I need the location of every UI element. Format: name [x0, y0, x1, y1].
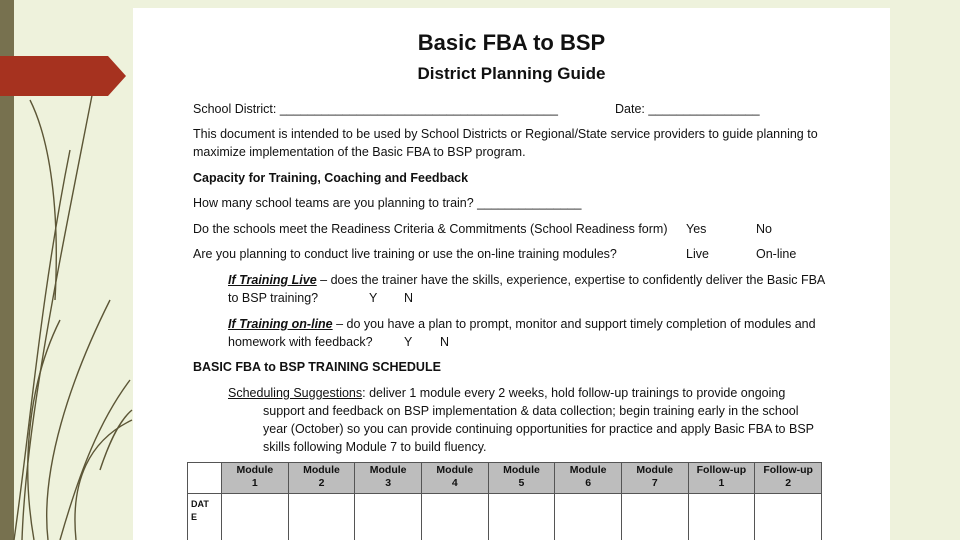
school-district-field[interactable]: School District: ________________________________________ — [193, 102, 558, 116]
training-live-text: – does the trainer have the skills, experience, expertise to confidently deliver the Basic FBA — [316, 273, 826, 287]
header-module-1 — [222, 463, 289, 494]
header-number: 4 — [451, 477, 458, 489]
scheduling-suggestions-label: Scheduling Suggestions — [228, 386, 363, 400]
date-label-line-1: DAT — [191, 499, 209, 509]
table-corner-cell — [188, 463, 222, 494]
date-cell-module-2[interactable] — [288, 494, 355, 540]
header-label: Follow-up — [763, 464, 813, 476]
intro-text-line-1: This document is intended to be used by School Districts or Regional/State service providers to guide planning to — [193, 127, 818, 141]
question-school-teams: How many school teams are you planning to train? _______________ — [193, 196, 582, 210]
training-live-line-1 — [228, 271, 825, 289]
header-follow-up-2 — [755, 463, 822, 494]
training-online-label: If Training on-line — [228, 317, 333, 331]
date-cell-module-6[interactable] — [555, 494, 622, 540]
scheduling-suggestions-line-4: skills following Module 7 to build fluency. — [263, 440, 487, 454]
header-module-6 — [555, 463, 622, 494]
mode-online-option[interactable]: On-line — [756, 247, 797, 261]
decorative-swirl-lines — [14, 80, 132, 540]
header-number: 2 — [785, 477, 792, 489]
date-cell-follow-up-1[interactable] — [688, 494, 755, 540]
header-follow-up-1 — [688, 463, 755, 494]
header-number: 1 — [251, 477, 258, 489]
table-header-row — [188, 463, 822, 494]
table-row-date — [188, 494, 822, 540]
online-y-option[interactable]: Y — [404, 335, 413, 349]
question-training-mode: Are you planning to conduct live training or use the on-line training modules? — [193, 247, 617, 261]
date-field[interactable]: Date: ________________ — [615, 102, 760, 116]
header-number: 2 — [318, 477, 325, 489]
date-label-line-2: E — [191, 512, 198, 522]
readiness-yes-option[interactable]: Yes — [686, 222, 707, 236]
header-label: Follow-up — [696, 464, 747, 476]
question-readiness: Do the schools meet the Readiness Criteria & Commitments (School Readiness form) — [193, 222, 668, 236]
date-row-label — [188, 494, 222, 540]
readiness-no-option[interactable]: No — [756, 222, 772, 236]
training-schedule-table — [187, 462, 822, 540]
live-n-option[interactable]: N — [404, 291, 414, 305]
header-label: Module — [503, 464, 540, 476]
date-cell-module-1[interactable] — [222, 494, 289, 540]
header-label: Module — [569, 464, 607, 476]
scheduling-suggestions-line-3: year (October) so you can provide continuing opportunities for practice and apply Basic FBA to BSP — [263, 422, 814, 436]
capacity-heading: Capacity for Training, Coaching and Feedback — [193, 171, 469, 185]
date-cell-module-5[interactable] — [488, 494, 555, 540]
header-module-3 — [355, 463, 422, 494]
header-module-2 — [288, 463, 355, 494]
header-label: Module — [636, 464, 674, 476]
arrow-tab — [0, 56, 126, 96]
header-label: Module — [303, 464, 340, 476]
document-page — [133, 8, 890, 540]
decorative-background — [0, 0, 140, 540]
header-number: 3 — [385, 477, 392, 489]
scheduling-suggestions-line-2: support and feedback on BSP implementation & data collection; begin training early in the school — [263, 404, 799, 418]
date-cell-follow-up-2[interactable] — [755, 494, 822, 540]
date-cell-module-7[interactable] — [621, 494, 688, 540]
header-number: 6 — [585, 477, 592, 489]
schedule-heading: BASIC FBA to BSP TRAINING SCHEDULE — [193, 360, 441, 374]
header-label: Module — [236, 464, 274, 476]
scheduling-suggestions-text: : deliver 1 module every 2 weeks, hold follow-up trainings to provide ongoing — [362, 386, 786, 400]
header-number: 5 — [518, 477, 525, 489]
header-module-5 — [488, 463, 555, 494]
header-number: 1 — [718, 477, 725, 489]
online-n-option[interactable]: N — [440, 335, 450, 349]
training-online-text: – do you have a plan to prompt, monitor and support timely completion of modules and — [332, 317, 816, 331]
header-module-7 — [621, 463, 688, 494]
mode-live-option[interactable]: Live — [686, 247, 709, 261]
scheduling-suggestions-line-1 — [228, 384, 785, 402]
training-online-line-2: homework with feedback? — [228, 335, 373, 349]
header-number: 7 — [651, 477, 658, 489]
header-label: Module — [369, 464, 407, 476]
training-live-line-2: to BSP training? — [228, 291, 319, 305]
training-live-label: If Training Live — [228, 273, 317, 287]
intro-text-line-2: maximize implementation of the Basic FBA to BSP program. — [193, 145, 526, 159]
live-y-option[interactable]: Y — [369, 291, 378, 305]
document-title: Basic FBA to BSP — [417, 30, 606, 55]
date-cell-module-4[interactable] — [421, 494, 488, 540]
document-subtitle: District Planning Guide — [417, 64, 606, 83]
header-module-4 — [421, 463, 488, 494]
training-online-line-1 — [228, 315, 816, 333]
header-label: Module — [436, 464, 474, 476]
date-cell-module-3[interactable] — [355, 494, 422, 540]
